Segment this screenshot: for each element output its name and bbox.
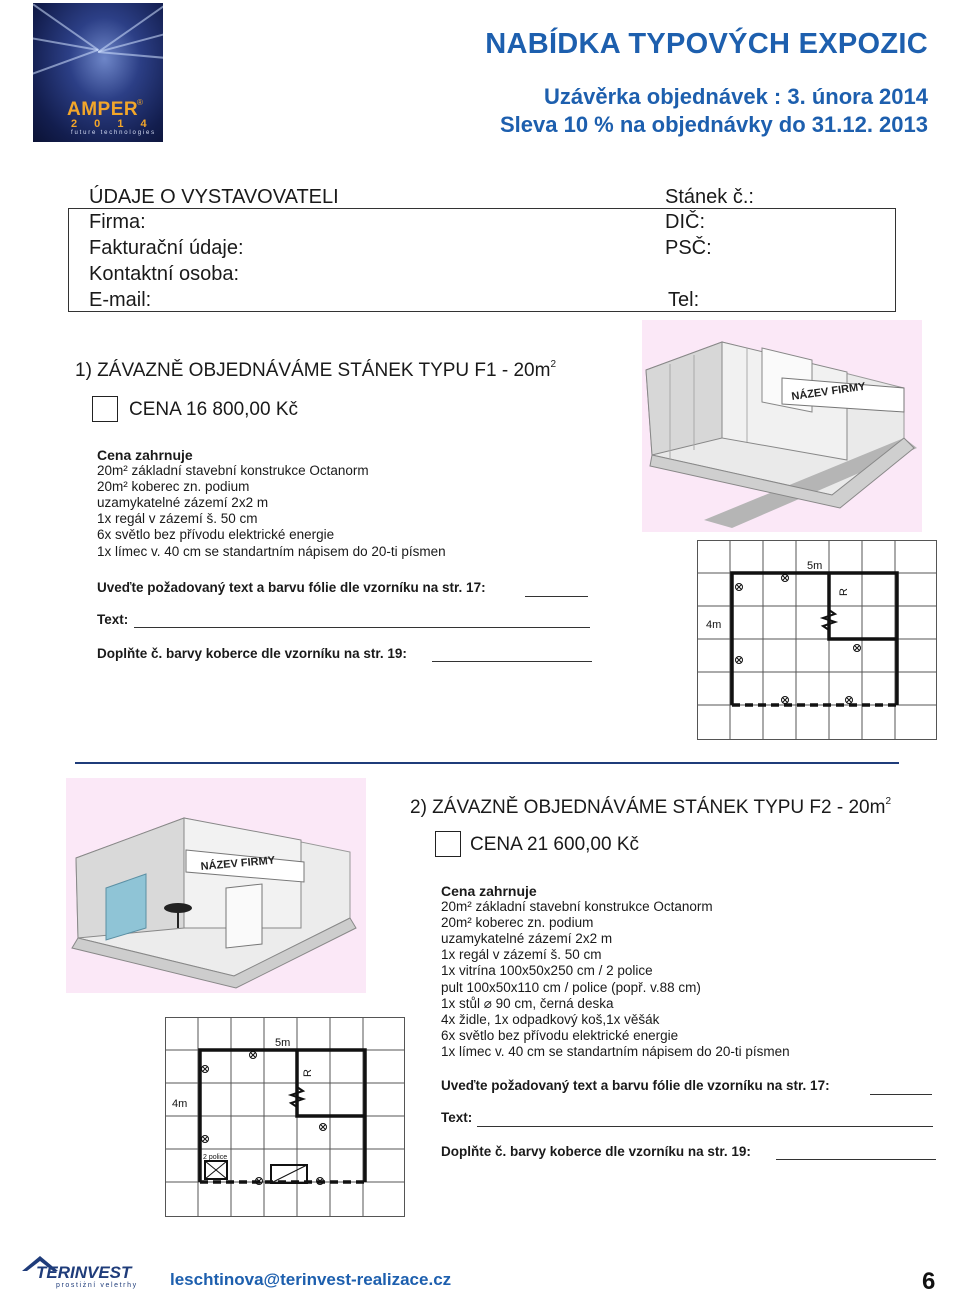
list-item: pult 100x50x110 cm / police (popř. v.88 cm) (441, 979, 701, 995)
f1-order-checkbox[interactable] (92, 396, 118, 422)
f1-plan-room-label: R (838, 588, 850, 596)
f2-sign-text: NÁZEV FIRMY (200, 854, 276, 873)
f2-plan-shelf-label: 2 police (203, 1154, 228, 1161)
list-item: 20m² základní stavební konstrukce Octanorm (97, 463, 369, 479)
list-item: uzamykatelné zázemí 2x2 m (441, 931, 613, 947)
f1-plan-depth-label: 4m (706, 619, 722, 631)
f1-foil-instruction: Uveďte požadovaný text a barvu fólie dle vzorníku na str. 17: (97, 580, 486, 595)
list-item: 1x límec v. 40 cm se standartním nápisem do 20-ti písmen (441, 1043, 790, 1059)
f1-includes-heading: Cena zahrnuje (97, 447, 193, 463)
list-item: 1x stůl ⌀ 90 cm, černá deska (441, 995, 614, 1011)
company-label: Firma: (89, 211, 146, 233)
page-title: NABÍDKA TYPOVÝCH EXPOZIC (485, 28, 928, 60)
f2-plan-width-label: 5m (275, 1037, 291, 1049)
tel-label: Tel: (668, 289, 700, 311)
registered-mark: ® (137, 98, 143, 107)
f2-stand-illustration (66, 778, 366, 993)
f1-carpet-instruction: Doplňte č. barvy koberce dle vzorníku na str. 19: (97, 646, 407, 661)
dic-label: DIČ: (665, 211, 705, 233)
f1-text-label: Text: (97, 612, 129, 627)
exhibitor-heading: ÚDAJE O VYSTAVOVATELI (89, 186, 339, 208)
contact-email[interactable]: leschtinova@terinvest-realizace.cz (170, 1270, 452, 1289)
f2-includes-list (441, 883, 790, 1060)
list-item: 20m² základní stavební konstrukce Octanorm (441, 899, 713, 915)
discount-note: Sleva 10 % na objednávky do 31.12. 2013 (499, 112, 928, 137)
page-number: 6 (922, 1268, 936, 1295)
stand-number-label: Stánek č.: (665, 186, 754, 208)
f2-text-label: Text: (441, 1110, 473, 1125)
f2-includes-heading: Cena zahrnuje (441, 883, 537, 899)
f2-price: CENA 21 600,00 Kč (470, 834, 639, 855)
contact-label: Kontaktní osoba: (89, 263, 240, 285)
psc-label: PSČ: (665, 237, 712, 259)
list-item: 1x regál v zázemí š. 50 cm (441, 947, 602, 963)
f1-carpet-color-field[interactable] (432, 661, 592, 662)
list-item: 1x vitrína 100x50x250 cm / 2 police (441, 963, 653, 979)
exhibitor-form-box (68, 208, 896, 312)
f1-floor-plan (697, 540, 937, 740)
amper-logo (33, 3, 163, 142)
amper-logo-year: 2 0 1 4 (71, 118, 154, 130)
billing-label: Fakturační údaje: (89, 237, 244, 259)
f1-includes-list (97, 447, 446, 560)
amper-logo-tagline: future technologies (71, 130, 156, 136)
f2-floor-plan (165, 1017, 405, 1217)
list-item: 20m² koberec zn. podium (441, 915, 594, 931)
list-item: 6x světlo bez přívodu elektrické energie (441, 1027, 679, 1043)
f2-foil-color-field[interactable] (870, 1094, 932, 1095)
f1-plan-width-label: 5m (807, 560, 823, 572)
f2-plan-room-label: R (302, 1069, 314, 1077)
f2-title: 2) ZÁVAZNĚ OBJEDNÁVÁME STÁNEK TYPU $F2 - 20m^2$ (410, 795, 892, 818)
f2-order-checkbox[interactable] (435, 831, 461, 857)
f2-carpet-color-field[interactable] (776, 1159, 936, 1160)
email-label: E-mail: (89, 289, 152, 311)
f1-sign-text: NÁZEV FIRMY (790, 380, 867, 403)
f2-plan-depth-label: 4m (172, 1098, 188, 1110)
f1-stand-illustration (642, 320, 922, 532)
terinvest-logo-tagline: prostiżní veletrhy (56, 1282, 138, 1289)
f1-text-field[interactable] (134, 627, 590, 628)
section-divider (75, 762, 899, 764)
list-item: 1x límec v. 40 cm se standartním nápisem do 20-ti písmen (97, 543, 446, 559)
terinvest-logo (18, 1253, 158, 1291)
list-item: uzamykatelné zázemí 2x2 m (97, 495, 269, 511)
list-item: 20m² koberec zn. podium (97, 479, 250, 495)
amper-logo-name: AMPER (67, 99, 139, 120)
list-item: 1x regál v zázemí š. 50 cm (97, 511, 258, 527)
list-item: 4x židle, 1x odpadkový koš,1x věšák (441, 1011, 660, 1027)
list-item: 6x světlo bez přívodu elektrické energie (97, 527, 335, 543)
f1-foil-color-field[interactable] (525, 596, 588, 597)
f2-text-field[interactable] (477, 1126, 933, 1127)
f1-title: 1) ZÁVAZNĚ OBJEDNÁVÁME STÁNEK TYPU $F1 - 20m^2$ (75, 358, 557, 381)
f2-carpet-instruction: Doplňte č. barvy koberce dle vzorníku na str. 19: (441, 1144, 751, 1159)
order-deadline: Uzávěrka objednávek : 3. února 2014 (544, 84, 928, 109)
f2-foil-instruction: Uveďte požadovaný text a barvu fólie dle vzorníku na str. 17: (441, 1078, 830, 1093)
f1-price: CENA 16 800,00 Kč (129, 399, 298, 420)
terinvest-logo-name: TERINVEST (36, 1263, 132, 1282)
